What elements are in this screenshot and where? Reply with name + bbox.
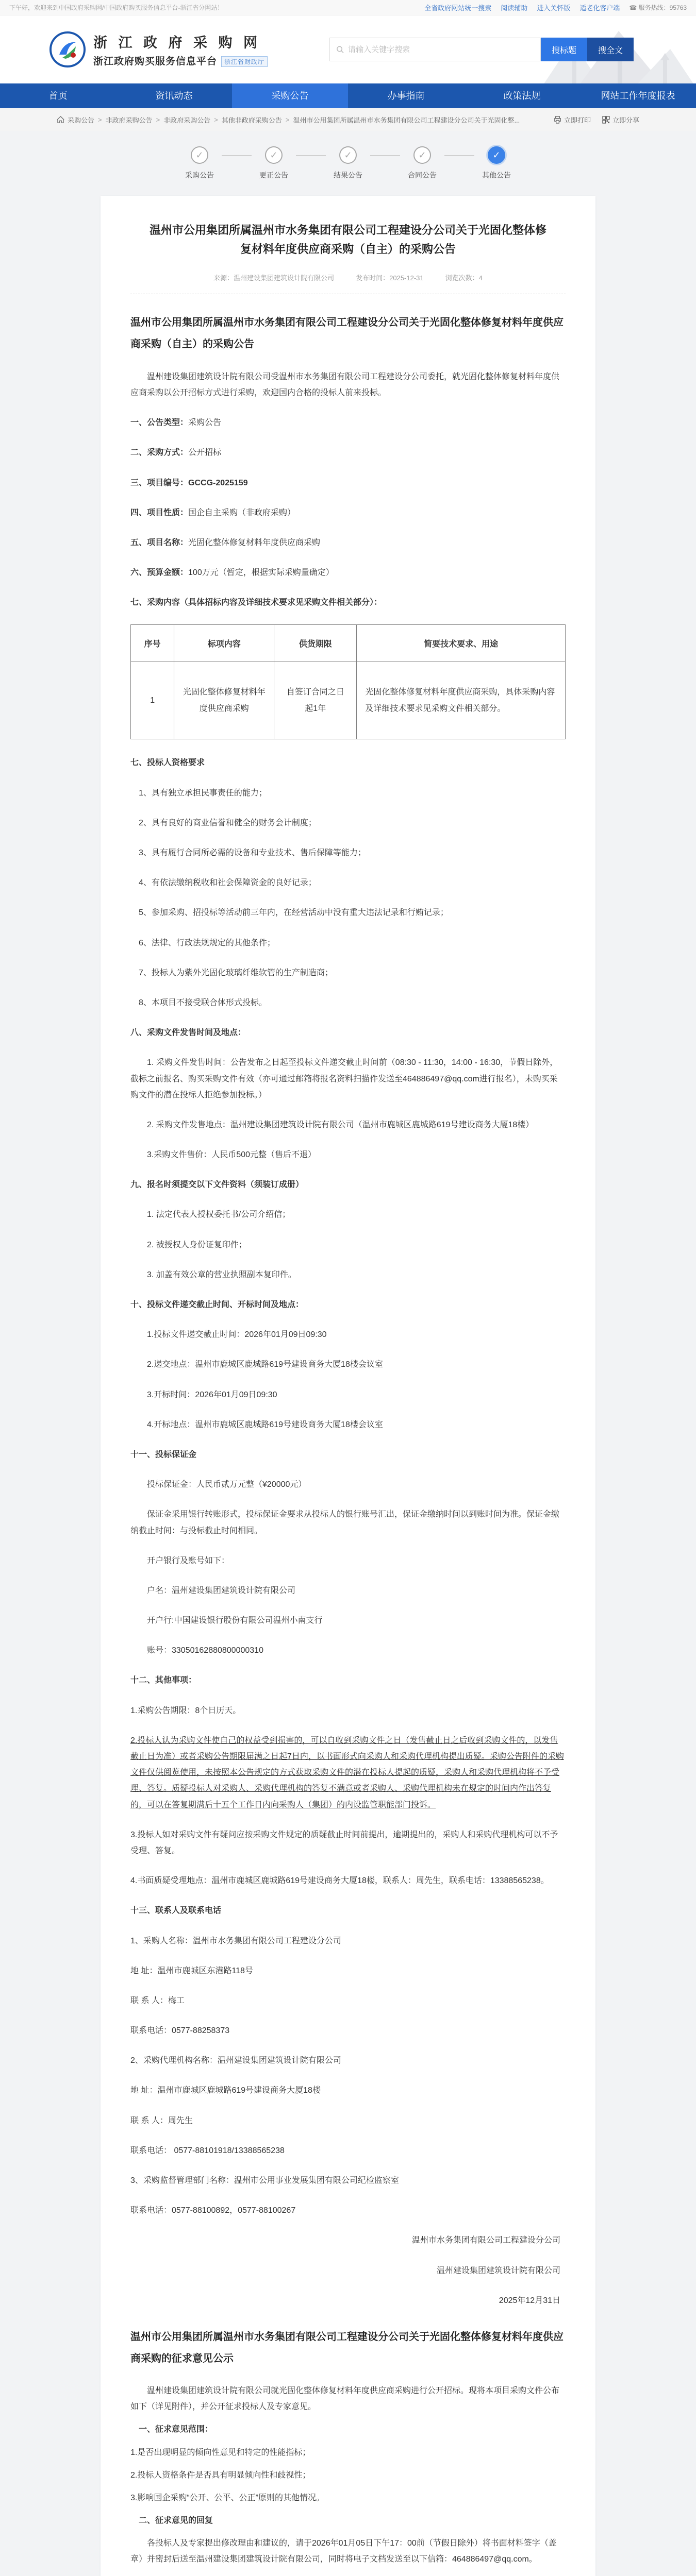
share-button[interactable]: 立即分享 [602, 115, 639, 125]
site-title: 浙 江 政 府 采 购 网 [93, 35, 261, 50]
article-paragraph: 1.是否出现明显的倾向性意见和特定的性能指标； [130, 2448, 311, 2457]
site-subtitle: 浙江政府购买服务信息平台 浙江省财政厅 [93, 54, 268, 67]
crumb-item[interactable]: 非政府采购公告 [163, 116, 211, 124]
article-heading: 十二、其他事项： [130, 1676, 197, 1685]
article-paragraph: 3.影响国企采购“公开、公平、公正”原则的其他情况。 [130, 2493, 325, 2502]
table-row [131, 662, 566, 739]
article-paragraph: 地 址：温州市鹿城区东港路118号 [130, 1966, 253, 1975]
top-utility-bar [0, 0, 696, 15]
table-cell: 光固化整体修复材料年度供应商采购，具体采购内容及详细技术要求见采购文件相关部分。 [357, 662, 566, 739]
article-paragraph: 3、采购监督管理部门名称：温州市公用事业发展集团有限公司纪检监察室 [130, 2176, 399, 2185]
step-other-notice[interactable]: ✓ 其他公告 [474, 146, 519, 180]
article-paragraph: 8、本项目不接受联合体形式投标。 [139, 998, 267, 1007]
check-icon: ✓ [488, 146, 505, 164]
step-connector [370, 155, 400, 156]
article-paragraph: 各投标人及专家提出修改理由和建议的，请于2026年01月05日下午17：00前（节假日除外）将书面材料签字（盖章）并密封后送至温州建设集团建筑设计院有限公司，同时将电子文档发送至以下信箱：464886497@qq.com。 [130, 2539, 557, 2564]
signature-line: 温州建设集团建筑设计院有限公司 [436, 2266, 560, 2275]
article-section-title: 温州市公用集团所属温州市水务集团有限公司工程建设分公司关于光固化整体修复材料年度供应商采购（自主）的采购公告 [130, 316, 564, 350]
nav-home[interactable]: 首页 [48, 91, 68, 101]
article-paragraph: 4.开标地点：温州市鹿城区鹿城路619号建设商务大厦18楼会议室 [147, 1420, 383, 1429]
article-paragraph: 3、具有履行合同所必需的设备和专业技术、售后保障等能力； [139, 849, 366, 858]
crumb-item[interactable]: 非政府采购公告 [105, 116, 153, 124]
article-paragraph: 2、采购代理机构名称：温州建设集团建筑设计院有限公司 [130, 2056, 341, 2065]
article-paragraph: 账号：33050162880800000310 [147, 1646, 263, 1655]
meta-publish-time: 发布时间：2025-12-31 [356, 274, 424, 282]
home-icon [57, 116, 64, 124]
article-paragraph: 4、有依法缴纳税收和社会保障资金的良好记录； [139, 878, 317, 888]
table-header: 序号 [131, 625, 174, 662]
search-fulltext-button[interactable]: 搜全文 [587, 38, 634, 61]
table-header: 标项内容 [174, 625, 274, 662]
article-paragraph: 联系电话： 0577-88101918/13388565238 [130, 2146, 285, 2155]
article-paragraph: 7、投标人为紫外光固化玻璃纤维软管的生产制造商； [139, 968, 333, 977]
step-correction-notice[interactable]: ✓ 更正公告 [252, 146, 296, 180]
step-connector [296, 155, 326, 156]
article-paragraph: 户名：温州建设集团建筑设计院有限公司 [147, 1586, 296, 1595]
meta-view-count: 浏览次数：4 [445, 274, 483, 282]
article-paragraph: 1、采购人名称：温州市水务集团有限公司工程建设分公司 [130, 1936, 341, 1945]
page-title: 温州市公用集团所属温州市水务集团有限公司工程建设分公司关于光固化整体修复材料年度供应商采购（自主）的采购公告 [149, 224, 546, 256]
article-heading: 九、报名时须提交以下文件资料（须装订成册） [130, 1180, 304, 1190]
article-heading: 七、投标人资格要求 [130, 758, 205, 768]
article-paragraph: 1.投标文件递交截止时间：2026年01月09日09:30 [147, 1330, 327, 1340]
article-paragraph: 1.采购公告期限：8个日历天。 [130, 1706, 241, 1715]
step-connector [444, 155, 474, 156]
article-heading: 七、采购内容（具体招标内容及详细技术要求见采购文件相关部分）： [130, 598, 383, 607]
welcome-text: 下午好，欢迎来到中国政府采购网/中国政府购买服务信息平台-浙江省分网站！ [9, 4, 224, 11]
main-nav [0, 83, 696, 108]
article-field: 一、公告类型：采购公告 [130, 418, 222, 428]
article-paragraph: 开户银行及账号如下： [147, 1556, 230, 1565]
article-paragraph: 联系电话：0577-88258373 [130, 2026, 230, 2036]
article-body [130, 312, 566, 2576]
nav-guide[interactable]: 办事指南 [387, 91, 425, 101]
article-paragraph: 投标保证金：人民币贰万元整（¥20000元） [147, 1480, 307, 1489]
unified-search-link[interactable]: 全省政府网站统一搜索 [424, 4, 492, 12]
site-header [0, 15, 696, 83]
step-result-notice[interactable]: ✓ 结果公告 [326, 146, 370, 180]
table-header: 简要技术要求、用途 [357, 625, 566, 662]
nav-policy[interactable]: 政策法规 [503, 91, 541, 101]
article-paragraph: 2.投标人认为采购文件使自己的权益受到损害的，可以自收到采购文件之日（发售截止日之后收到采购文件的，以发售截止日为准）或者采购公告期限届满之日起7日内，以书面形式向采购人和采购代理机构提出质疑。采购公告附件的采购文件仅供阅览使用，未按照本公告规定的方式获取采购文件的潜在投标人提起的质疑，采购人和采购代理机构将不予受理、答复。质疑投标人对采购人、采购代理机构的答复不满意或者采购人、采购代理机构未在规定的时间内作出答复的，可以在答复期满后十五个工作日内向采购人（集团）的内设监管职能部门投诉。 [130, 1736, 564, 1809]
article-paragraph: 2. 被授权人身份证复印件； [147, 1240, 247, 1249]
crumb-item[interactable]: 采购公告 [68, 116, 95, 124]
signature-line: 2025年12月31日 [499, 2296, 560, 2305]
article-paragraph: 1. 采购文件发售时间：公告发布之日起至投标文件递交截止时间前（08:30 - 11:30，14:00 - 16:30，节假日除外，截标之前报名、购买采购文件有效（亦可通过邮箱将报名资料扫描件发送至464886497@qq.com进行报名），未购买采购文件的潜在投标人拒绝参加投标。） [130, 1058, 558, 1099]
breadcrumb: 采购公告 > 非政府采购公告 > 非政府采购公告 > 其他非政府采购公告 > 温州市公用集团所属温州市水务集团有限公司工程建设分公司关于光固化整... 立即打印 立即分享 [0, 108, 696, 131]
article-meta [130, 273, 566, 282]
elderly-client-link[interactable]: 适老化客户端 [579, 4, 620, 12]
search-icon [336, 45, 344, 54]
article-paragraph: 3.开标时间：2026年01月09日09:30 [147, 1390, 277, 1399]
article-paragraph: 保证金采用银行转账形式，投标保证金要求从投标人的银行账号汇出，保证金缴纳时间以到账时间为准。保证金缴纳截止时间：与投标截止时间相同。 [130, 1510, 560, 1535]
signature-line: 温州市水务集团有限公司工程建设分公司 [411, 2236, 560, 2245]
step-contract-notice[interactable]: ✓ 合同公告 [400, 146, 444, 180]
article-field: 三、项目编号：GCCG-2025159 [130, 478, 248, 487]
article-paragraph: 2、具有良好的商业信誉和健全的财务会计制度； [139, 818, 317, 827]
article-paragraph: 3.采购文件售价：人民币500元整（售后不退） [147, 1150, 317, 1160]
procurement-items-table [130, 624, 566, 739]
nav-news[interactable]: 资讯动态 [155, 91, 193, 101]
article-paragraph: 2.递交地点：温州市鹿城区鹿城路619号建设商务大厦18楼会议室 [147, 1360, 383, 1369]
article-heading: 八、采购文件发售时间及地点： [130, 1028, 246, 1038]
reading-aid-link[interactable]: 阅读辅助 [501, 4, 528, 12]
care-version-link[interactable]: 进入关怀版 [537, 4, 571, 12]
article-paragraph: 5、参加采购、招投标等活动前三年内，在经营活动中没有重大违法记录和行贿记录； [139, 908, 449, 918]
article-heading: 十一、投标保证金 [130, 1450, 197, 1459]
check-icon: ✓ [191, 146, 208, 164]
article-paragraph: 4.书面质疑受理地点：温州市鹿城区鹿城路619号建设商务大厦18楼，联系人：周先生，联系电话：13388565238。 [130, 1876, 549, 1886]
article-section-title: 温州市公用集团所属温州市水务集团有限公司工程建设分公司关于光固化整体修复材料年度供应商采购的征求意见公示 [130, 2331, 564, 2364]
article-paragraph: 6、法律、行政法规规定的其他条件； [139, 938, 275, 947]
article-heading: 十三、联系人及联系电话 [130, 1906, 222, 1916]
article-paragraph: 地 址：温州市鹿城区鹿城路619号建设商务大厦18楼 [130, 2086, 321, 2095]
check-icon: ✓ [265, 146, 283, 164]
table-cell: 自签订合同之日起1年 [274, 662, 357, 739]
finance-dept-badge: 浙江省财政厅 [221, 56, 268, 67]
step-procurement-notice[interactable]: ✓ 采购公告 [177, 146, 222, 180]
article-paragraph: 2.投标人资格条件是否具有明显倾向性和歧视性； [130, 2470, 311, 2480]
crumb-item[interactable]: 其他非政府采购公告 [221, 116, 282, 124]
article-paragraph: 温州建设集团建筑设计院有限公司就光固化整体修复材料年度供应商采购进行公开招标。现将本项目采购文件公布如下（详见附件），并公开征求投标人及专家意见。 [130, 2386, 560, 2412]
article-paragraph: 联 系 人：梅工 [130, 1996, 185, 2005]
article-heading: 十、投标文件递交截止时间、开标时间及地点： [130, 1300, 304, 1310]
printer-icon [554, 116, 561, 124]
article-paragraph: 1. 法定代表人授权委托书/公司介绍信； [147, 1210, 291, 1219]
nav-procurement-notice[interactable]: 采购公告 [232, 83, 348, 108]
article-heading: 二、征求意见的回复 [139, 2516, 213, 2526]
crumb-current: 温州市公用集团所属温州市水务集团有限公司工程建设分公司关于光固化整... [293, 116, 520, 124]
article-paragraph: 3. 加盖有效公章的营业执照副本复印件。 [147, 1270, 296, 1279]
check-icon: ✓ [413, 146, 431, 164]
table-header: 供货期限 [274, 625, 357, 662]
nav-annual-report[interactable]: 网站工作年度报表 [601, 91, 675, 101]
article-paragraph: 温州建设集团建筑设计院有限公司受温州市水务集团有限公司工程建设分公司委托，就光固化整体修复材料年度供应商采购以公开招标方式进行采购，欢迎国内合格的投标人前来投标。 [130, 372, 560, 397]
article-field: 六、预算金额：100万元（暂定，根据实际采购量确定） [130, 568, 334, 578]
notice-progress-steps [0, 131, 696, 193]
table-cell: 1 [131, 662, 174, 739]
check-icon: ✓ [339, 146, 357, 164]
search-title-button[interactable]: 搜标题 [541, 38, 587, 61]
meta-source: 来源：温州建设集团建筑设计院有限公司 [213, 274, 335, 282]
article-paragraph [130, 2574, 566, 2576]
article-paragraph: 2. 采购文件发售地点：温州建设集团建筑设计院有限公司（温州市鹿城区鹿城路619号建设商务大厦18楼） [147, 1120, 534, 1129]
site-logo[interactable] [49, 31, 268, 68]
table-cell: 光固化整体修复材料年度供应商采购 [174, 662, 274, 739]
article-paragraph: 3.投标人如对采购文件有疑问应按采购文件规定的质疑截止时间前提出，逾期提出的，采购人和采购代理机构可以不予受理、答复。 [130, 1830, 558, 1855]
step-connector [222, 155, 252, 156]
notice-card [101, 196, 595, 2576]
article-heading: 一、征求意见范围： [139, 2425, 213, 2434]
article-field: 五、项目名称：光固化整体修复材料年度供应商采购 [130, 538, 321, 547]
article-field: 四、项目性质：国企自主采购（非政府采购） [130, 508, 296, 517]
print-button[interactable]: 立即打印 [554, 115, 591, 125]
article-paragraph: 1、具有独立承担民事责任的能力； [139, 788, 267, 798]
article-paragraph: 开户行:中国建设银行股份有限公司温州小南支行 [147, 1616, 323, 1625]
article-field: 二、采购方式：公开招标 [130, 448, 222, 457]
article-paragraph: 联系电话：0577-88100892，0577-88100267 [130, 2206, 296, 2215]
share-qr-icon [602, 116, 610, 124]
emblem-icon [49, 31, 86, 68]
search-input[interactable] [348, 45, 534, 54]
hotline: ☎ 服务热线：95763 [629, 4, 687, 11]
search-bar [329, 38, 634, 61]
article-paragraph: 联 系 人：周先生 [130, 2116, 193, 2125]
